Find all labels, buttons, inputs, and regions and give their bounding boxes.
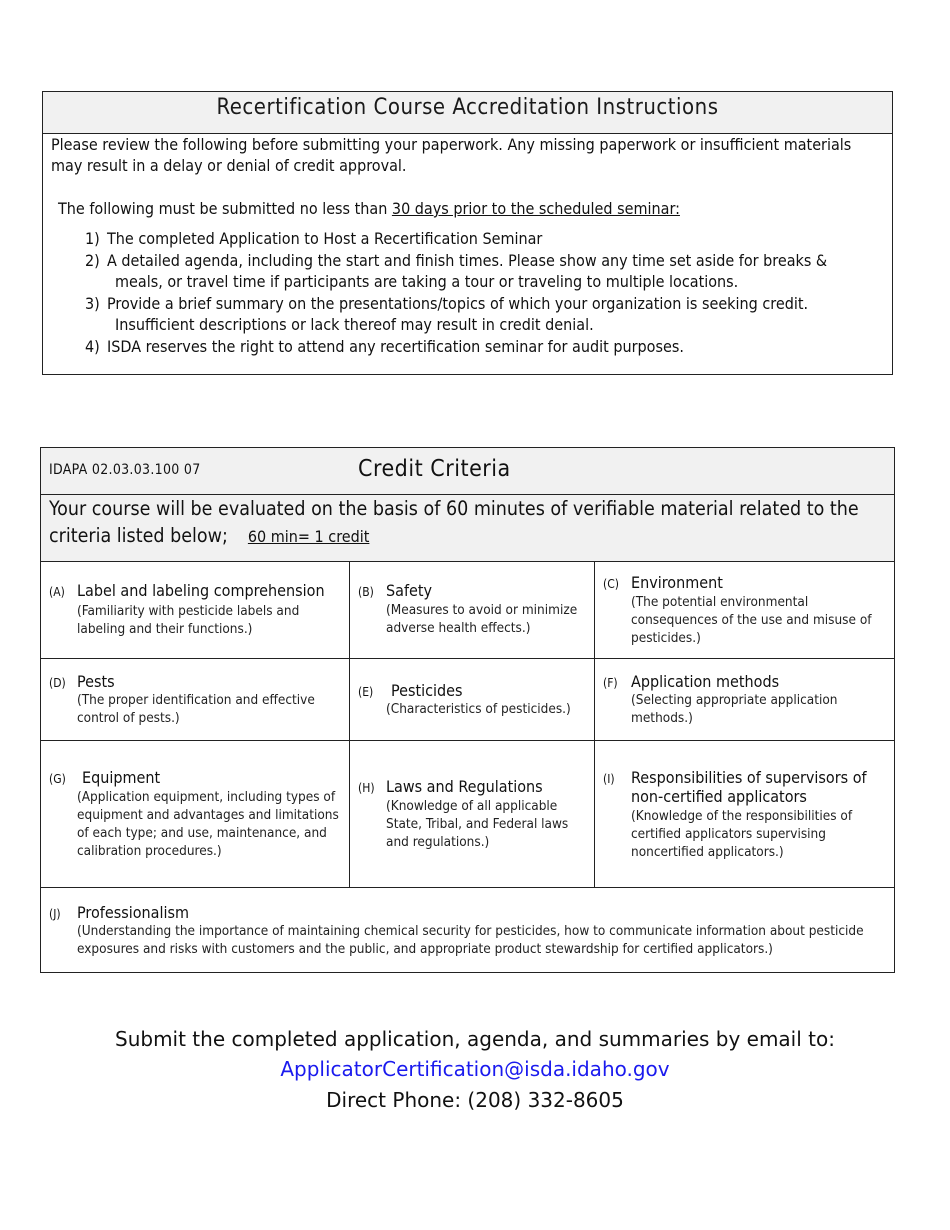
deadline-text (58, 198, 680, 219)
idapa-reference: IDAPA 02.03.03.100 07 (49, 462, 201, 478)
criteria-title: Application methods (631, 672, 780, 691)
criteria-title: Pests (77, 672, 115, 691)
criteria-item-j (49, 903, 889, 968)
criteria-title: Laws and Regulations (386, 777, 543, 796)
criteria-item-b (358, 574, 590, 654)
criteria-description: (Understanding the importance of maintaining chemical security for pesticides, how to communicate information about pesticide exposures and risks with customers and the public, and appropriate product stewardship for certified applicators.) (77, 923, 864, 957)
criteria-letter: (A) (49, 585, 65, 599)
criteria-item-d (49, 672, 344, 734)
criteria-title: Equipment (82, 768, 161, 787)
deadline-prefix: The following must be submitted no less than (58, 199, 392, 218)
list-item (85, 293, 885, 336)
step-number: 3) (85, 293, 100, 313)
criteria-item-h (358, 777, 590, 882)
credit-rule: 60 min= 1 credit (247, 527, 370, 546)
criteria-description: (Characteristics of pesticides.) (386, 701, 571, 717)
step-number: 2) (85, 250, 100, 270)
instructions-box (42, 91, 893, 375)
criteria-letter: (D) (49, 676, 66, 690)
criteria-item-i (603, 768, 889, 883)
criteria-letter: (F) (603, 676, 618, 690)
criteria-letter: (C) (603, 577, 619, 591)
list-item (85, 336, 885, 358)
step-text-continued: meals, or travel time if participants are taking a tour or traveling to multiple locations. (115, 272, 739, 291)
step-text: A detailed agenda, including the start and finish times. Please show any time set aside for breaks & (107, 250, 828, 270)
step-number: 4) (85, 336, 100, 356)
email-link[interactable]: ApplicatorCertification@isda.idaho.gov (280, 1057, 670, 1081)
criteria-letter: (G) (49, 772, 66, 786)
criteria-title: Environment (631, 573, 723, 592)
criteria-item-a (49, 574, 344, 654)
criteria-description: (Knowledge of the responsibilities of certified applicators supervising noncertified applicators.) (631, 808, 853, 860)
criteria-item-f (603, 672, 889, 734)
criteria-description: (Knowledge of all applicable State, Tribal, and Federal laws and regulations.) (386, 798, 569, 850)
criteria-item-c (603, 574, 889, 654)
step-text: ISDA reserves the right to attend any recertification seminar for audit purposes. (107, 336, 684, 356)
divider (349, 561, 350, 887)
criteria-item-g (49, 768, 344, 883)
steps-list (85, 228, 885, 357)
criteria-description: (Selecting appropriate application methods.) (631, 692, 838, 726)
criteria-description: (Application equipment, including types of equipment and advantages and limitations of each type; and use, maintenance, and calibration procedures.) (77, 789, 339, 859)
criteria-item-e (358, 681, 590, 731)
criteria-title: Responsibilities of supervisors of non-certified applicators (631, 768, 867, 806)
divider (41, 658, 894, 659)
divider (41, 740, 894, 741)
criteria-letter: (I) (603, 772, 615, 786)
criteria-title: Pesticides (391, 681, 463, 700)
list-item (85, 250, 885, 293)
instructions-title: Recertification Course Accreditation Instructions (43, 92, 892, 134)
criteria-letter: (J) (49, 907, 61, 921)
credit-criteria-box (40, 447, 895, 973)
criteria-letter: (H) (358, 781, 375, 795)
credit-criteria-title: Credit Criteria (358, 456, 511, 482)
criteria-title: Label and labeling comprehension (77, 581, 325, 600)
step-number: 1) (85, 229, 100, 248)
criteria-description: (The potential environmental consequences of the use and misuse of pesticides.) (631, 594, 872, 646)
criteria-letter: (B) (358, 585, 374, 599)
divider (41, 887, 894, 888)
submit-instructions: Submit the completed application, agenda, and summaries by email to: (115, 1027, 835, 1051)
phone-number: Direct Phone: (208) 332-8605 (326, 1088, 624, 1112)
evaluation-text: Your course will be evaluated on the basis of 60 minutes of verifiable material related to the criteria listed below; (49, 497, 859, 547)
list-item (85, 228, 885, 250)
criteria-letter: (E) (358, 685, 374, 699)
criteria-description: (Familiarity with pesticide labels and labeling and their functions.) (77, 603, 300, 637)
evaluation-note (49, 495, 879, 550)
deadline-emphasis: 30 days prior to the scheduled seminar: (391, 199, 680, 218)
criteria-title: Professionalism (77, 903, 189, 922)
credit-criteria-header (41, 448, 894, 562)
step-text-continued: Insufficient descriptions or lack thereof may result in credit denial. (115, 315, 594, 334)
criteria-description: (Measures to avoid or minimize adverse health effects.) (386, 602, 578, 636)
divider (594, 561, 595, 887)
criteria-title: Safety (386, 581, 433, 600)
step-text: Provide a brief summary on the presentations/topics of which your organization is seeking credit. (107, 293, 809, 313)
step-text: The completed Application to Host a Recertification Seminar (107, 229, 543, 248)
submission-footer (0, 1024, 950, 1116)
instructions-intro: Please review the following before submitting your paperwork. Any missing paperwork or insufficient materials may result in a delay or denial of credit approval. (51, 135, 852, 175)
criteria-description: (The proper identification and effective control of pests.) (77, 692, 315, 726)
